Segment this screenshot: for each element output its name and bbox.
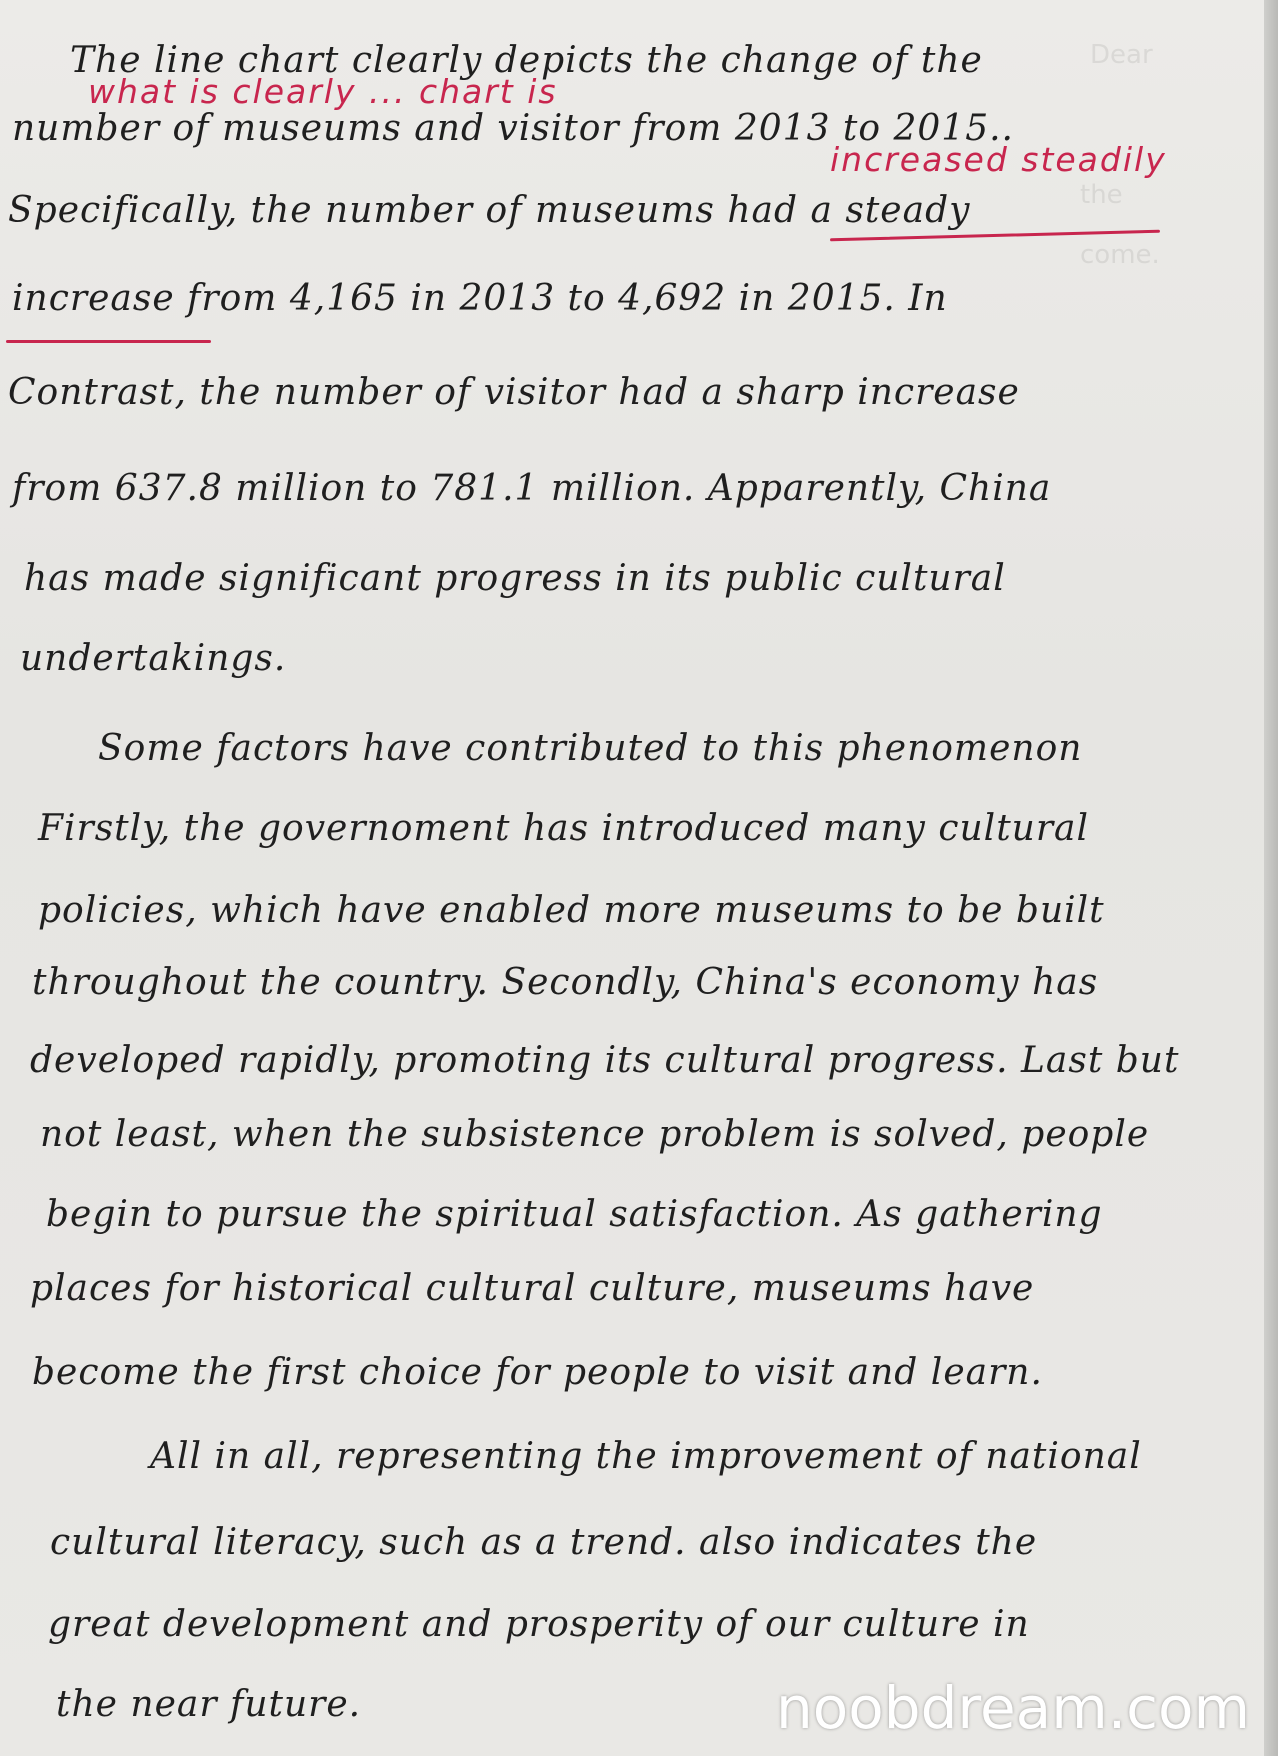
essay-line: begin to pursue the spiritual satisfaction. As gathering bbox=[46, 1194, 1103, 1235]
correction-annotation: increased steadily bbox=[830, 140, 1167, 179]
bleed-through-text: come. bbox=[1080, 240, 1160, 270]
essay-line: policies, which have enabled more museums to be built bbox=[38, 890, 1105, 931]
essay-line: the near future. bbox=[56, 1684, 362, 1725]
bleed-through-text: Dear bbox=[1090, 40, 1153, 70]
essay-line: places for historical cultural culture, museums have bbox=[30, 1268, 1035, 1309]
underline-mark bbox=[6, 340, 211, 343]
essay-line: developed rapidly, promoting its cultural progress. Last but bbox=[30, 1040, 1180, 1081]
essay-line: not least, when the subsistence problem is solved, people bbox=[40, 1114, 1150, 1155]
essay-line: number of museums and visitor from 2013 to 2015.. bbox=[12, 108, 1014, 149]
essay-line: increase from 4,165 in 2013 to 4,692 in 2015. In bbox=[12, 278, 948, 319]
essay-line: Specifically, the number of museums had a steady bbox=[8, 190, 971, 231]
essay-line: has made significant progress in its public cultural bbox=[24, 558, 1006, 599]
essay-line: become the first choice for people to visit and learn. bbox=[32, 1352, 1043, 1393]
bleed-through-text: the bbox=[1080, 180, 1123, 210]
watermark: noobdream.com bbox=[776, 1674, 1250, 1742]
essay-line: cultural literacy, such as a trend. also indicates the bbox=[50, 1522, 1038, 1563]
essay-line: The line chart clearly depicts the change of the bbox=[70, 40, 983, 81]
page-edge bbox=[1264, 0, 1278, 1756]
essay-line: All in all, representing the improvement of national bbox=[150, 1436, 1142, 1477]
essay-line: Contrast, the number of visitor had a sharp increase bbox=[8, 372, 1020, 413]
essay-line: from 637.8 million to 781.1 million. Apparently, China bbox=[12, 468, 1052, 509]
essay-line: throughout the country. Secondly, China's economy has bbox=[32, 962, 1099, 1003]
essay-line: great development and prosperity of our culture in bbox=[48, 1604, 1030, 1645]
essay-line: Some factors have contributed to this phenomenon bbox=[98, 728, 1083, 769]
correction-annotation: what is clearly ... chart is bbox=[88, 72, 558, 111]
essay-line: undertakings. bbox=[20, 638, 287, 679]
essay-line: Firstly, the governoment has introduced many cultural bbox=[38, 808, 1090, 849]
